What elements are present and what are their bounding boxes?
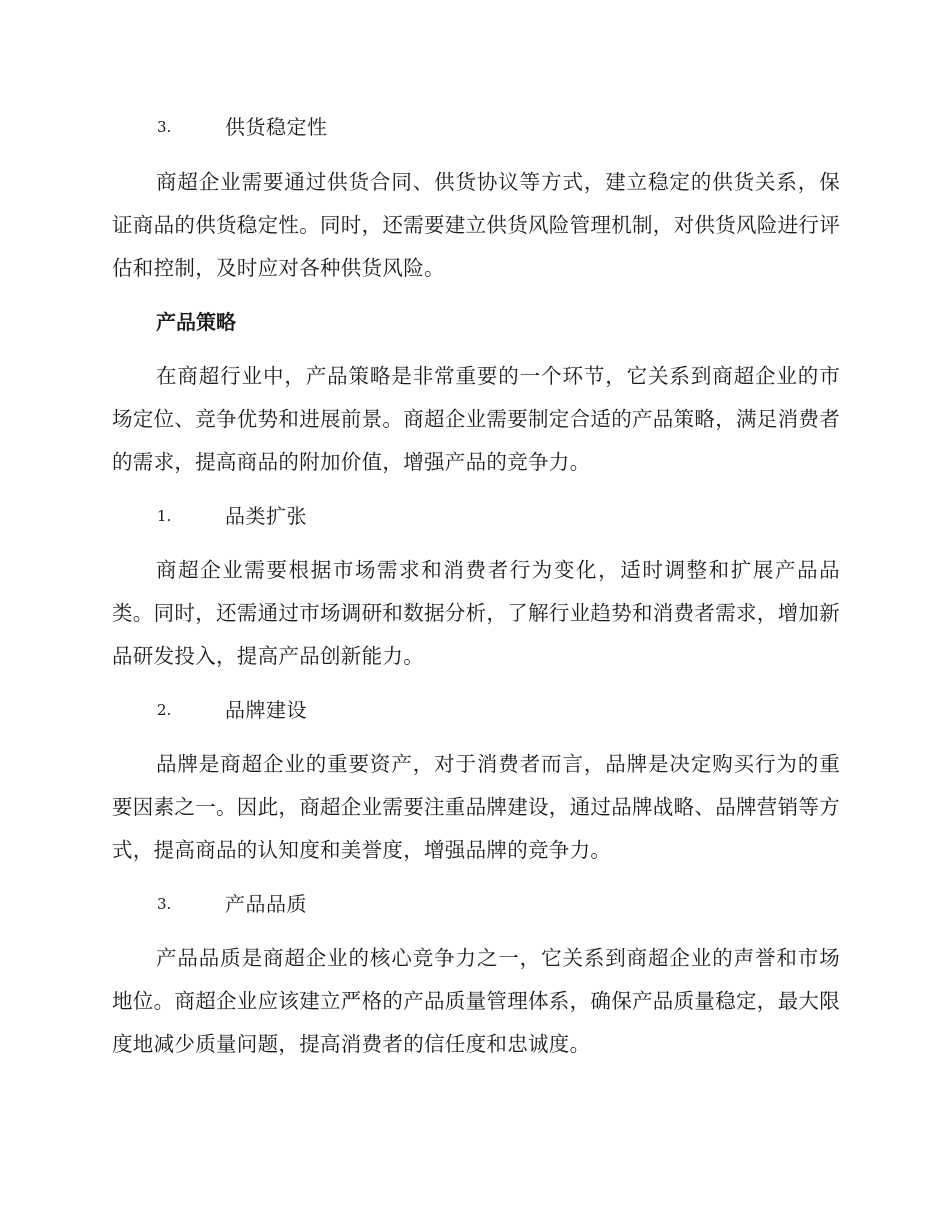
list-number: 1. — [157, 507, 172, 525]
paragraph: 商超企业需要通过供货合同、供货协议等方式，建立稳定的供货关系，保证商品的供货稳定性。同时，还需要建立供货风险管理机制，对供货风险进行评估和控制，及时应对各种供货风险。 — [112, 170, 840, 280]
list-number: 2. — [157, 701, 172, 719]
list-number: 3. — [157, 895, 172, 913]
list-label: 供货稳定性 — [225, 115, 328, 139]
list-label: 品类扩张 — [225, 504, 307, 528]
paragraph: 品牌是商超企业的重要资产，对于消费者而言，品牌是决定购买行为的重要因素之一。因此，商超企业需要注重品牌建设，通过品牌战略、品牌营销等方式，提高商品的认知度和美誉度，增强品牌的竞争力。 — [112, 752, 840, 862]
list-item — [112, 695, 840, 725]
list-label: 产品品质 — [225, 892, 307, 916]
paragraph: 产品品质是商超企业的核心竞争力之一，它关系到商超企业的声誉和市场地位。商超企业应该建立严格的产品质量管理体系，确保产品质量稳定，最大限度地减少质量问题，提高消费者的信任度和忠诚度。 — [112, 946, 840, 1056]
list-item — [112, 501, 840, 531]
section-heading: 产品策略 — [156, 310, 236, 334]
paragraph: 在商超行业中，产品策略是非常重要的一个环节，它关系到商超企业的市场定位、竞争优势和进展前景。商超企业需要制定合适的产品策略，满足消费者的需求，提高商品的附加价值，增强产品的竞争力。 — [112, 364, 840, 474]
list-item — [112, 112, 840, 142]
list-label: 品牌建设 — [225, 698, 307, 722]
list-item — [112, 889, 840, 919]
paragraph: 商超企业需要根据市场需求和消费者行为变化，适时调整和扩展产品品类。同时，还需通过市场调研和数据分析，了解行业趋势和消费者需求，增加新品研发投入，提高产品创新能力。 — [112, 558, 840, 668]
list-number: 3. — [157, 118, 172, 136]
